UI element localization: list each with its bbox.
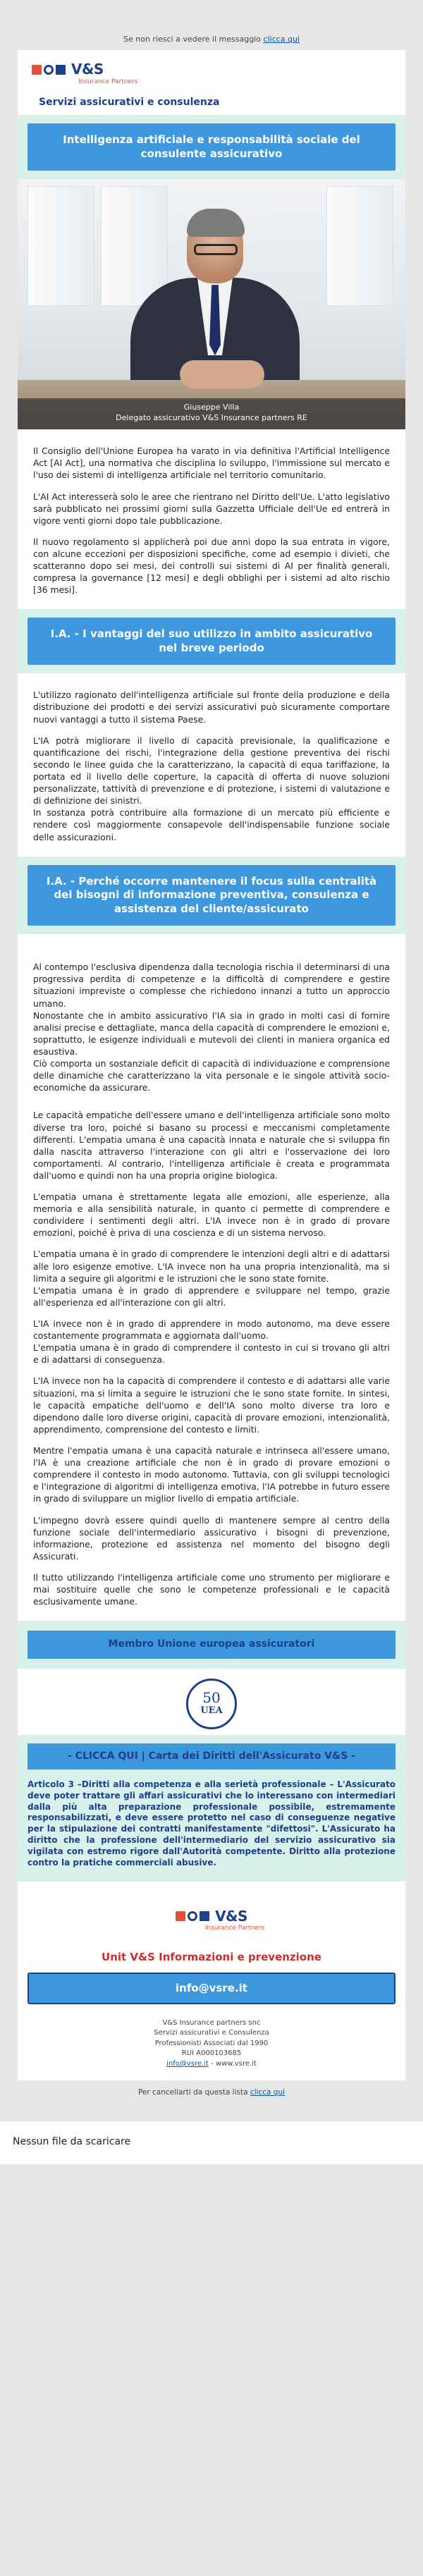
header-tagline: Servizi assicurativi e consulenza [39, 97, 220, 109]
membro-banner: Membro Unione europea assicuratori [27, 1631, 396, 1658]
title-banner-wrap [18, 115, 405, 179]
focus-paragraph: L'impegno dovrà essere quindi quello di mantenere sempre al centro della funzione sociale dell'intermediario assicurativo i bisogni di prevenzione, informazione, protezione ed assistenza nel momento del bisogno degli Assicurati. [33, 1514, 390, 1562]
uea-abbr: UEA [200, 1705, 223, 1716]
address-block [18, 2014, 405, 2081]
vantaggi-section [18, 673, 405, 856]
view-online-text: Se non riesci a vedere il messaggio [123, 35, 261, 44]
address-contacts [18, 2059, 405, 2070]
focus-paragraph: Le capacità empatiche dell'essere umano e dell'intelligenza artificiale sono molto diverse tra loro, poiché si basano su processi e meccanismi completamente differenti. L'empatia umana è una capacità innata e naturale che si sviluppa fin dalla nascita attraverso l'interazione con gli altri e l'osservazione dei loro comportamenti. Al contrario, l'intelligenza artificiale è creata e programmata dall'uomo e quindi non ha una propria origine biologica. [33, 1110, 390, 1181]
unit-heading: Unit V&S Informazioni e prevenzione [18, 1943, 405, 1973]
vantaggi-paragraph: L'IA potrà migliorare il livello di capacità previsionale, la qualificazione e quantificazione dei rischi, l'integrazione della gestione preventiva dei rischi secondo le linee guida che la caratterizzano, la capacità di equa tariffazione, la portata ed il livello delle coperture, la capacità di offerta di nuove soluzioni personalizzate, tattività di prevenzione e di protezione, i sistemi di valutazione e di definizione dei sinistri. [33, 735, 390, 806]
focus-paragraph: L'empatia umana è in grado di apprendere e sviluppare nel tempo, grazie all'esperienza ed all'interazione con gli altri. [33, 1284, 390, 1308]
focus-paragraph: L'IA invece non è in grado di apprendere in modo autonomo, ma deve essere costantemente programmata e aggiornata dall'uomo. [33, 1318, 390, 1342]
focus-paragraph: Ciò comporta un sostanziale deficit di capacità di individuazione e comprensione delle dinamiche che caratterizzano la vita personale e le singole attività socio-economiche da assicurare. [33, 1058, 390, 1093]
intro-section [18, 429, 405, 609]
carta-diritti-button[interactable]: - CLICCA QUI | Carta dei Diritti dell'Assicurato V&S - [27, 1743, 396, 1770]
footer-logo-text: V&S [215, 1907, 247, 1925]
title-banner: Intelligenza artificiale e responsabilità sociale del consulente assicurativo [27, 123, 396, 171]
attachments-text: Nessun file da scaricare [13, 2135, 131, 2147]
attachments-panel [0, 2121, 423, 2164]
focus-paragraph: Mentre l'empatia umana è una capacità naturale e intrinseca all'essere umano, l'IA è una creazione artificiale che non è in grado di provare emozioni o comprendere il contesto in modo autonomo. Tuttavia, con gli sviluppi tecnologici e l'integrazione di algoritmi di intelligenza emotiva, l'IA potrebbe in futuro essere in grado di sviluppare un miglior livello di empatia artificiale. [33, 1445, 390, 1504]
logo-text: V&S [71, 61, 104, 78]
email-card [18, 50, 405, 2080]
footer-vs-logo[interactable] [18, 1907, 405, 1927]
footer-logo-subtitle: Insurance Partners [204, 1925, 265, 1932]
logo-shapes-icon [32, 65, 66, 75]
unsubscribe-bar [0, 2080, 423, 2106]
logo-subtitle: Insurance Partners [78, 78, 138, 85]
uea-number: 50 [202, 1688, 221, 1706]
vantaggi-paragraph: In sostanza potrà contribuire alla formazione di un mercato più efficiente e rendere così maggiormente consapevole dell'indispensabile funzione sociale delle assicurazioni. [33, 807, 390, 842]
focus-paragraph: Al contempo l'esclusiva dipendenza dalla tecnologia rischia il determinarsi di una progressiva perdita di competenze e la difficoltà di comprendere e gestire situazioni impreviste o complesse che richiedono innanzi a tutto un approccio umano. [33, 962, 390, 1009]
focus-section [18, 934, 405, 1621]
unsubscribe-link[interactable]: clicca qui [250, 2088, 286, 2097]
address-line: V&S Insurance partners snc [162, 2018, 261, 2027]
focus-paragraph: L'empatia umana è in grado di comprendere le intenzioni degli altri e di adattarsi alle loro esigenze emotive. L'IA invece non ha una propria intenzionalità, ma si limita a seguire gli algoritmi e le istruzioni che le sono state fornite. [33, 1249, 390, 1284]
vantaggi-banner-wrap [18, 609, 405, 673]
photo-caption [18, 398, 405, 429]
address-line: RUI A000103685 [181, 2049, 242, 2058]
focus-paragraph: L'empatia umana è in grado di comprendere il contesto in cui si trovano gli altri e di adattarsi di conseguenza. [33, 1342, 390, 1366]
uea-seal-icon[interactable] [186, 1679, 237, 1729]
address-email-link[interactable]: info@vsre.it [166, 2059, 209, 2068]
footer-logo-shapes-icon [176, 1911, 209, 1921]
caption-name: Giuseppe Villa [183, 403, 240, 412]
focus-banner: I.A. - Perché occorre mantenere il focus sulla centralità dei bisogni di informazione preventiva, consulenza e assistenza del cliente/assicurato [27, 865, 396, 926]
address-site[interactable]: www.vsre.it [215, 2059, 257, 2068]
portrait-photo [18, 179, 405, 429]
view-online-link[interactable]: clicca qui [263, 35, 300, 44]
view-online-bar [0, 27, 423, 50]
caption-role: Delegato assicurativo V&S Insurance partners RE [116, 413, 307, 423]
vantaggi-banner: I.A. - I vantaggi del suo utilizzo in ambito assicurativo nel breve periodo [27, 618, 396, 665]
uea-seal-wrap [18, 1669, 405, 1735]
intro-paragraph: Il Consiglio dell'Unione Europea ha varato in via definitiva l'Artificial Intelligence Act [AI Act], una normativa che disciplina lo sviluppo, l'immissione sul mercato e l'uso dei sistemi di intelligenza artificiale nel territorio comunitario. [33, 446, 390, 481]
email-button[interactable]: info@vsre.it [27, 1973, 396, 2004]
vs-logo[interactable] [32, 60, 391, 80]
unsubscribe-text: Per cancellarti da questa lista [137, 2088, 248, 2097]
articolo-text: Articolo 3 –Diritti alla competenza e alla serietà professionale – L'Assicurato deve poter trattare gli affari assicurativi che lo interessano con intermediari dalla più alta preparazione professionale possibile, estremamente responsabilizzati, e deve essere protetto nel caso di conseguenze negative per la stipulazione dei contratti manifestamente "difettosi". L'Assicurato ha diritto che la professione dell'intermediario del servizio assicurativo sia vigilata con estremo rigore dall'Autorità competente. Diritto alla protezione contro la pratiche commerciali abusive. [18, 1772, 405, 1882]
footer-logo-wrap [18, 1882, 405, 1943]
membro-wrap [18, 1621, 405, 1668]
focus-paragraph: L'IA invece non ha la capacità di comprendere il contesto e di adattarsi alle varie situazioni, ma si limita a seguire le istruzioni che le sono state fornite. In sintesi, le capacità empatiche dell'uomo e dell'IA sono molto diverse tra loro e dipendono dalle loro diverse origini, capacità di provare emozioni, intenzionalità, apprendimento, comprensione del contesto e limiti. [33, 1375, 390, 1435]
vantaggi-paragraph: L'utilizzo ragionato dell'intelligenza artificiale sul fronte della produzione e della distribuzione dei prodotti e dei servizi assicurativi può sicuramente comportare nuovi vantaggi a tutto il sistema Paese. [33, 689, 390, 725]
intro-paragraph: Il nuovo regolamento si applicherà poi due anni dopo la sua entrata in vigore, con alcune eccezioni per disposizioni specifiche, come ad esempio i divieti, che scatteranno dopo sei mesi, dei controlli sui sistemi di AI per finalità generali, compresa la governance [12 mesi] e degli obblighi per i sistemi ad alto rischio [36 mesi]. [33, 536, 390, 596]
email-button-wrap [18, 1973, 405, 2014]
focus-paragraph: L'empatia umana è strettamente legata alle emozioni, alle esperienze, alla memoria e alla sensibilità naturale, in quanto ci permette di comprendere e condividere i sentimenti degli altri. L'IA invece non è in grado di provare emozioni, poiché è priva di una coscienza e di un sistema nervoso. [33, 1191, 390, 1239]
address-line: Professionisti Associati dal 1990 [154, 2039, 269, 2047]
address-separator: - [208, 2059, 216, 2068]
intro-paragraph: L'AI Act interesserà solo le aree che rientrano nel Diritto dell'Ue. L'atto legislativo sarà pubblicato nei prossimi giorni sulla Gazzetta Ufficiale dell'Ue ed entrerà in vigore venti giorni dopo tale pubblicazione. [33, 491, 390, 526]
email-header [18, 50, 405, 115]
carta-wrap [18, 1735, 405, 1772]
focus-paragraph: Il tutto utilizzando l'intelligenza artificiale come uno strumento per migliorare e mai sostituire quelle che sono le competenze professionali e le capacità esclusivamente umane. [33, 1572, 390, 1607]
address-line: Servizi assicurativi e Consulenza [154, 2029, 269, 2037]
focus-paragraph: Nonostante che in ambito assicurativo l'IA sia in grado in molti casi di fornire analisi precise e dettagliate, manca della capacità di comprendere le emozioni e, soprattutto, le esigenze individuali e mutevoli dei clienti in maniera organica ed esaustiva. [33, 1010, 390, 1057]
focus-banner-wrap [18, 857, 405, 935]
